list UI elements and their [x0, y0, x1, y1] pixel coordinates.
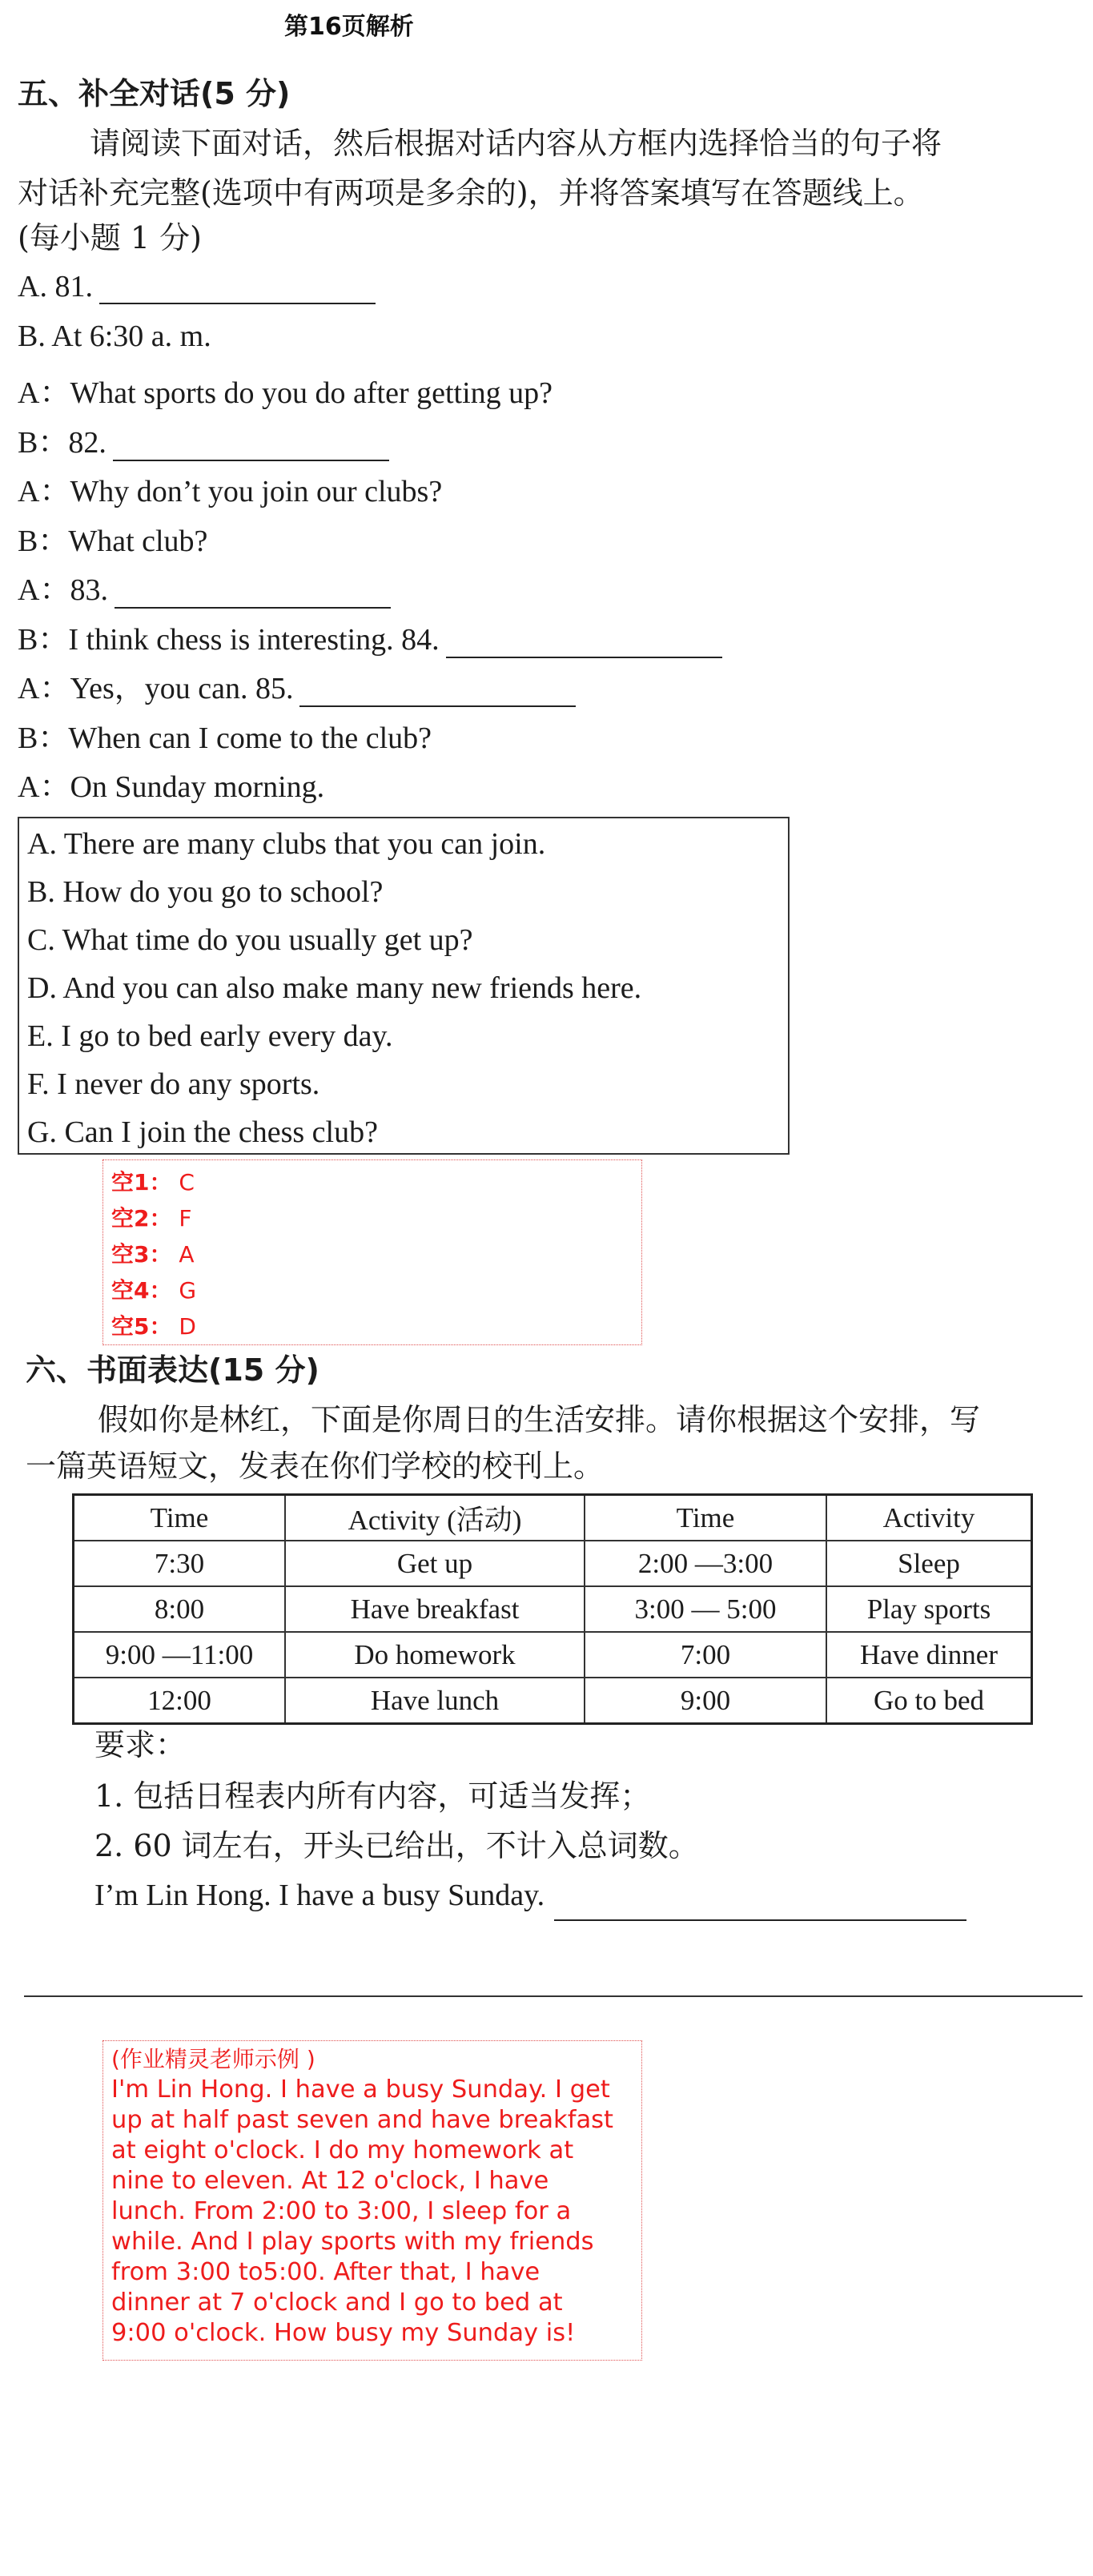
table-cell: 2:00 —3:00	[585, 1541, 826, 1586]
section5-instruction-3: (每小题 1 分)	[18, 220, 202, 255]
answer-2: 空2： F	[111, 1205, 192, 1232]
requirement-1: 1. 包括日程表内所有内容，可适当发挥；	[94, 1778, 651, 1814]
table-cell: 3:00 — 5:00	[585, 1586, 826, 1632]
dialogue-line	[18, 417, 389, 461]
section6-instruction-1: 假如你是林红，下面是你周日的生活安排。请你根据这个安排，写	[98, 1402, 981, 1437]
option-c: C. What time do you usually get up?	[27, 923, 473, 957]
header-time-2: Time	[585, 1495, 826, 1541]
answer-1: 空1： C	[111, 1169, 195, 1196]
header-activity-2: Activity	[826, 1495, 1032, 1541]
dialogue-text: B. At 6:30 a. m.	[18, 319, 211, 353]
answer-3: 空3： A	[111, 1241, 195, 1268]
dialogue-text: A：Why don’t you join our clubs?	[18, 475, 443, 508]
dialogue-text: A. 81.	[18, 270, 93, 303]
section6-instruction-2: 一篇英语短文，发表在你们学校的校刊上。	[26, 1449, 605, 1484]
table-cell: 7:30	[74, 1541, 286, 1586]
table-row	[74, 1678, 1032, 1724]
table-row	[74, 1541, 1032, 1586]
section6-heading: 六、书面表达(15 分)	[26, 1352, 319, 1388]
section5-instruction-2: 对话补充完整(选项中有两项是多余的)，并将答案填写在答题线上。	[18, 175, 924, 211]
sample-line: at eight o'clock. I do my homework at	[111, 2136, 574, 2164]
dialogue-line	[18, 565, 391, 609]
answer-blank[interactable]	[115, 578, 391, 609]
requirement-2: 2. 60 词左右，开头已给出，不计入总词数。	[94, 1828, 699, 1863]
sample-line: from 3:00 to5:00. After that, I have	[111, 2258, 540, 2286]
essay-answer-line	[554, 1891, 966, 1921]
answer-5: 空5： D	[111, 1313, 196, 1340]
section5-instruction-1: 请阅读下面对话，然后根据对话内容从方框内选择恰当的句子将	[90, 126, 942, 161]
dialogue-text: B：82.	[18, 425, 106, 460]
schedule-table	[72, 1493, 1033, 1725]
table-cell: Play sports	[826, 1586, 1032, 1632]
answer-4: 空4： G	[111, 1277, 197, 1304]
answer-blank[interactable]	[113, 431, 389, 461]
table-cell: Do homework	[285, 1632, 585, 1678]
sample-answer-box	[102, 2040, 642, 2361]
table-cell: Have lunch	[285, 1678, 585, 1724]
dialogue-text: A：83.	[18, 573, 108, 607]
dialogue-line	[18, 713, 432, 757]
option-d: D. And you can also make many new friends here.	[27, 971, 642, 1005]
table-cell: Go to bed	[826, 1678, 1032, 1724]
dialogue-line	[18, 319, 211, 354]
table-cell: Have dinner	[826, 1632, 1032, 1678]
dialogue-line	[18, 368, 553, 412]
table-cell: Sleep	[826, 1541, 1032, 1586]
dialogue-text: B：When can I come to the club?	[18, 721, 432, 755]
sample-line: I'm Lin Hong. I have a busy Sunday. I get	[111, 2076, 610, 2104]
header-activity-1: Activity (活动)	[285, 1495, 585, 1541]
dialogue-text: B：I think chess is interesting. 84.	[18, 622, 440, 657]
schedule-header-row	[74, 1495, 1032, 1541]
dialogue-line	[18, 762, 324, 806]
essay-starter: I’m Lin Hong. I have a busy Sunday.	[94, 1871, 966, 1921]
dialogue-text: A：On Sunday morning.	[18, 770, 325, 804]
table-cell: 12:00	[74, 1678, 286, 1724]
table-cell: Get up	[285, 1541, 585, 1586]
dialogue-text: A：Yes，you can. 85.	[18, 672, 294, 705]
answer-blank[interactable]	[99, 274, 376, 304]
sample-caption: (作业精灵老师示例 )	[111, 2046, 315, 2072]
option-e: E. I go to bed early every day.	[27, 1019, 393, 1053]
table-cell: 7:00	[585, 1632, 826, 1678]
table-row	[74, 1586, 1032, 1632]
answer-blank[interactable]	[446, 628, 722, 658]
sample-line: nine to eleven. At 12 o'clock, I have	[111, 2167, 549, 2195]
sample-line: while. And I play sports with my friends	[111, 2228, 594, 2256]
dialogue-line	[18, 466, 442, 510]
answer-box	[102, 1159, 642, 1345]
options-box	[18, 817, 790, 1155]
sample-line: 9:00 o'clock. How busy my Sunday is!	[111, 2319, 576, 2347]
dialogue-line	[18, 614, 722, 658]
table-cell: 9:00 —11:00	[74, 1632, 286, 1678]
table-row	[74, 1632, 1032, 1678]
section5-heading: 五、补全对话(5 分)	[18, 76, 291, 111]
option-f: F. I never do any sports.	[27, 1067, 320, 1101]
option-b: B. How do you go to school?	[27, 875, 384, 909]
table-cell: 9:00	[585, 1678, 826, 1724]
dialogue-line	[18, 663, 576, 707]
dialogue-line	[18, 516, 207, 560]
dialogue-text: A：What sports do you do after getting up?	[18, 376, 553, 410]
sample-line: up at half past seven and have breakfast	[111, 2106, 613, 2134]
page-title: 第16页解析	[284, 13, 414, 41]
header-time-1: Time	[74, 1495, 286, 1541]
sample-line: dinner at 7 o'clock and I go to bed at	[111, 2289, 563, 2317]
sample-line: lunch. From 2:00 to 3:00, I sleep for a	[111, 2197, 572, 2225]
answer-blank[interactable]	[299, 677, 576, 707]
dialogue-line	[18, 269, 376, 304]
essay-answer-line-2	[24, 1995, 1083, 1997]
option-g: G. Can I join the chess club?	[27, 1115, 378, 1149]
table-cell: Have breakfast	[285, 1586, 585, 1632]
table-cell: 8:00	[74, 1586, 286, 1632]
dialogue-text: B：What club?	[18, 524, 208, 558]
requirements-title: 要求：	[94, 1727, 187, 1762]
option-a: A. There are many clubs that you can join.	[27, 827, 546, 861]
